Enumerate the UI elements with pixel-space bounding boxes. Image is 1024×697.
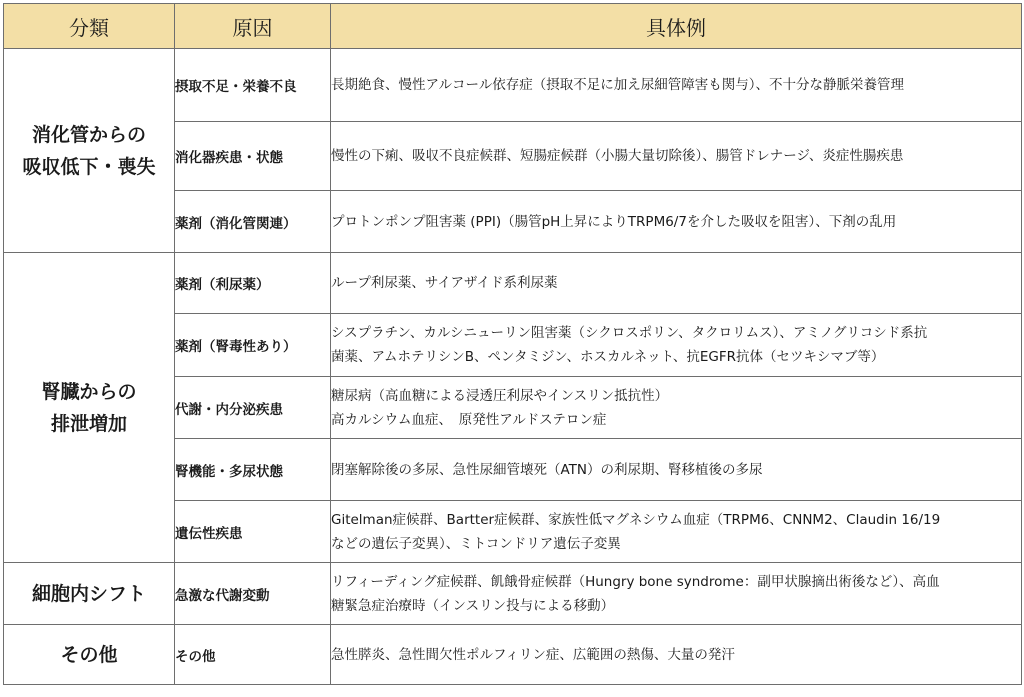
category-label-line: 消化管からの (31, 123, 146, 146)
example-line: などの遺伝子変異）、ミトコンドリア遺伝子変異 (331, 535, 621, 552)
cause-cell: 薬剤（利尿薬） (175, 253, 331, 314)
example-cell (331, 314, 1022, 377)
cause-cell: 薬剤（腎毒性あり） (175, 314, 331, 377)
cause-cell: 摂取不足・栄養不良 (175, 49, 331, 122)
cause-cell: 腎機能・多尿状態 (175, 439, 331, 501)
example-line: 慢性の下痢、吸収不良症候群、短腸症候群（小腸大量切除後）、腸管ドレナージ、炎症性腸疾患 (331, 148, 904, 164)
category-label-line: 腎臓からの (41, 380, 137, 403)
example-cell (331, 377, 1022, 439)
cause-cell: その他 (175, 625, 331, 685)
header-category: 分類 (4, 4, 175, 49)
example-line: ループ利尿薬、サイアザイド系利尿薬 (331, 275, 558, 291)
example-cell (331, 253, 1022, 314)
example-line: シスプラチン、カルシニューリン阻害薬（シクロスポリン、タクロリムス）、アミノグリコシド系抗 (331, 325, 928, 341)
causes-table (3, 3, 1022, 685)
category-cell-shift (4, 563, 175, 625)
cause-cell: 代謝・内分泌疾患 (175, 377, 331, 439)
example-line: 閉塞解除後の多尿、急性尿細管壊死（ATN）の利尿期、腎移植後の多尿 (331, 461, 763, 478)
example-line: 糖緊急症治療時（インスリン投与による移動） (331, 597, 615, 614)
example-cell (331, 501, 1022, 563)
cause-cell: 遺伝性疾患 (175, 501, 331, 563)
example-cell (331, 563, 1022, 625)
category-label-line: 細胞内シフト (31, 582, 146, 605)
cause-cell: 消化器疾患・状態 (175, 122, 331, 191)
example-line: Gitelman症候群、Bartter症候群、家族性低マグネシウム血症（TRPM6、CNNM2、Claudin 16/19 (331, 511, 941, 528)
category-label-line: 吸収低下・喪失 (22, 155, 156, 178)
example-line: 長期絶食、慢性アルコール依存症（摂取不足に加え尿細管障害も関与）、不十分な静脈栄養管理 (331, 77, 904, 93)
example-line: リフィーディング症候群、飢餓骨症候群（Hungry bone syndrome：副甲状腺摘出術後など）、高血 (331, 573, 940, 590)
example-cell (331, 439, 1022, 501)
example-line: 糖尿病（高血糖による浸透圧利尿やインスリン抵抗性） (331, 387, 669, 404)
example-cell (331, 625, 1022, 685)
cause-cell: 薬剤（消化管関連） (175, 191, 331, 253)
table-row (4, 563, 1022, 625)
category-label-line: その他 (60, 643, 118, 666)
example-cell (331, 49, 1022, 122)
category-label-line: 排泄増加 (50, 412, 127, 435)
example-line: 急性膵炎、急性間欠性ポルフィリン症、広範囲の熱傷、大量の発汗 (331, 646, 735, 663)
example-cell (331, 122, 1022, 191)
category-cell-gi (4, 49, 175, 253)
table-row (4, 49, 1022, 122)
table-row (4, 625, 1022, 685)
header-cause: 原因 (175, 4, 331, 49)
example-cell (331, 191, 1022, 253)
header-row (4, 4, 1022, 49)
table-row (4, 253, 1022, 314)
example-line: 菌薬、アムホテリシンB、ペンタミジン、ホスカルネット、抗EGFR抗体（セツキシマブ等） (331, 349, 885, 365)
cause-cell: 急激な代謝変動 (175, 563, 331, 625)
example-line: プロトンポンプ阻害薬 (PPI)（腸管pH上昇によりTRPM6/7を介した吸収を阻害）、下剤の乱用 (331, 213, 897, 230)
category-cell-other (4, 625, 175, 685)
example-line: 高カルシウム血症、 原発性アルドステロン症 (331, 411, 607, 428)
category-cell-renal (4, 253, 175, 563)
header-examples: 具体例 (331, 4, 1022, 49)
